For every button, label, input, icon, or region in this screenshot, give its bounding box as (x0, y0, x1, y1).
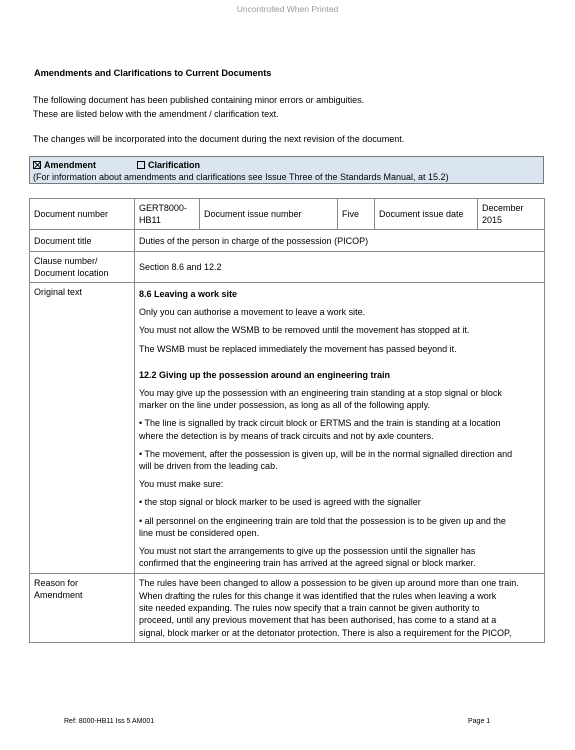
page-heading: Amendments and Clarifications to Current Documents (34, 68, 272, 78)
table-row (30, 283, 545, 574)
original-paragraph: The WSMB must be replaced immediately the movement has passed beyond it. (139, 343, 457, 354)
section-8-6-heading: 8.6 Leaving a work site (139, 289, 238, 299)
text-line: will be driven from the leading cab. (139, 461, 278, 472)
original-bullet (139, 515, 540, 539)
title-label: Document title (30, 230, 135, 252)
reason-label-line-1: Reason for (34, 578, 79, 589)
doc-number-line-1: GERT8000- (139, 203, 187, 213)
reason-text-cell (135, 574, 545, 642)
amendment-type-box (29, 156, 544, 184)
intro-line-3: The changes will be incorporated into the document during the next revision of the document. (33, 134, 405, 144)
issue-number-label: Document issue number (200, 199, 338, 230)
intro-line-1: The following document has been published containing minor errors or ambiguities. (33, 95, 365, 105)
clause-label (30, 252, 135, 283)
doc-number-value (135, 199, 200, 230)
standards-note: (For information about amendments and clarifications see Issue Three of the Standards Manual, at 15.2) (33, 172, 449, 182)
clarification-label: Clarification (148, 160, 201, 170)
table-row (30, 230, 545, 252)
text-line: line must be considered open. (139, 527, 260, 538)
text-line: • The movement, after the possession is given up, will be in the normal signalled direction and (139, 448, 513, 459)
original-paragraph: Only you can authorise a movement to leave a work site. (139, 307, 366, 318)
original-bullet (139, 417, 540, 441)
amendment-table (29, 198, 545, 643)
original-paragraph (139, 387, 540, 411)
issue-date-value (478, 199, 545, 230)
issue-date-label: Document issue date (375, 199, 478, 230)
clause-label-line-1: Clause number/ (34, 256, 98, 266)
issue-date-line-2: 2015 (482, 215, 503, 225)
issue-date-line-1: December (482, 203, 524, 213)
original-text-label: Original text (30, 283, 135, 574)
original-bullet: • the stop signal or block marker to be used is agreed with the signaller (139, 497, 421, 508)
amendment-checkbox[interactable] (33, 161, 41, 169)
reason-line: proceed, until any previous movement that has been authorised, has come to a stand at a (139, 615, 497, 626)
original-paragraph: You must make sure: (139, 479, 224, 490)
text-line: You must not start the arrangements to give up the possession until the signaller has (139, 546, 476, 557)
footer-page-number: Page 1 (468, 718, 491, 725)
reason-line: When drafting the rules for this change it was identified that the rules when leaving a work (139, 590, 497, 601)
amendment-label: Amendment (44, 160, 97, 170)
text-line: • The line is signalled by track circuit block or ERTMS and the train is standing at a location (139, 418, 501, 429)
reason-line: signal, block marker or at the detonator protection. There is also a requirement for the PICOP, (139, 627, 512, 638)
text-line: You may give up the possession with an engineering train standing at a stop signal or block (139, 388, 502, 399)
text-line: where the detection is by means of track circuits and not by axle counters. (139, 430, 434, 441)
text-line: marker on the line under possession, as long as all of the following apply. (139, 400, 431, 411)
original-text-cell (135, 283, 545, 574)
table-row (30, 199, 545, 230)
text-line: confirmed that the engineering train has arrived at the agreed signal or block marker. (139, 558, 476, 569)
original-paragraph (139, 545, 540, 569)
reason-line: site needed expanding. The rules now specify that a train cannot be given authority to (139, 603, 480, 614)
section-12-2-heading: 12.2 Giving up the possession around an engineering train (139, 369, 391, 380)
clause-label-line-2: Document location (34, 268, 109, 278)
doc-number-label: Document number (30, 199, 135, 230)
original-bullet (139, 448, 540, 472)
clarification-checkbox[interactable] (137, 161, 145, 169)
footer-reference: Ref: 8000-HB11 Iss 5 AM001 (64, 718, 155, 725)
clause-value: Section 8.6 and 12.2 (135, 252, 545, 283)
table-row (30, 252, 545, 283)
title-value: Duties of the person in charge of the possession (PICOP) (135, 230, 545, 252)
uncontrolled-watermark: Uncontrolled When Printed (236, 4, 339, 14)
reason-label (30, 574, 135, 642)
table-row (30, 574, 545, 642)
intro-line-2: These are listed below with the amendment / clarification text. (33, 109, 279, 119)
clarification-option (137, 159, 200, 171)
original-paragraph: You must not allow the WSMB to be removed until the movement has stopped at it. (139, 325, 470, 336)
doc-number-line-2: HB11 (139, 215, 161, 225)
text-line: • all personnel on the engineering train are told that the possession is to be given up and the (139, 515, 506, 526)
amendment-option (33, 159, 137, 171)
reason-label-line-2: Amendment (34, 590, 83, 601)
reason-line: The rules have been changed to allow a possession to be given up around more than one train. (139, 578, 519, 589)
issue-number-value: Five (338, 199, 375, 230)
